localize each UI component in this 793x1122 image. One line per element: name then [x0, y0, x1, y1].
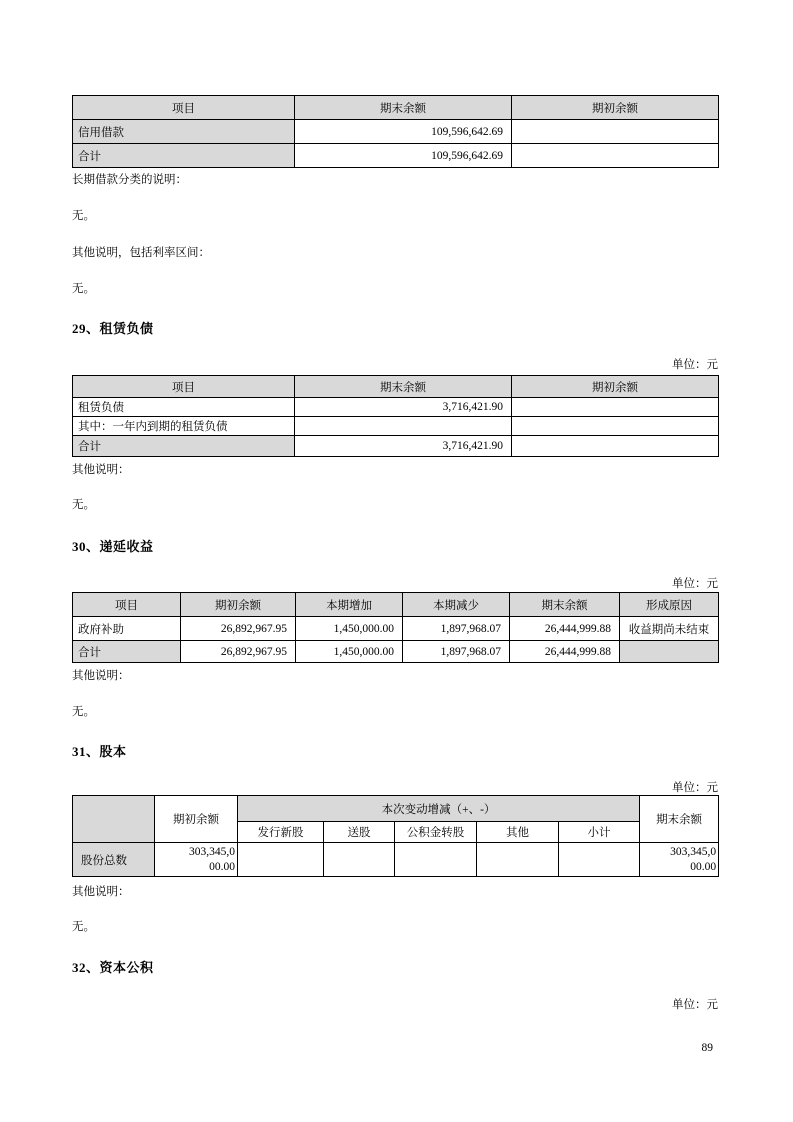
- note-other-interest-range: 其他说明，包括利率区间：: [72, 247, 210, 259]
- deferred-income-table-block: [72, 592, 718, 663]
- beginning-balance-value: 303,345,000.00: [189, 845, 235, 873]
- note-other: 其他说明：: [72, 886, 130, 898]
- section-31-title: 31、股本: [72, 744, 127, 759]
- table-header-row: [73, 376, 719, 398]
- group-header-changes: 本次变动增减（+、-）: [238, 796, 640, 822]
- cell-ending-balance: 26,444,999.88: [510, 617, 620, 641]
- cell-ending-balance: 109,596,642.69: [295, 144, 512, 168]
- note-none: 无。: [72, 283, 95, 295]
- cell-beginning-balance: [155, 843, 238, 877]
- table-row: [73, 843, 719, 877]
- col-header-beginning-balance: 期初余额: [155, 796, 238, 843]
- cell-ending-balance: 26,444,999.88: [510, 641, 620, 663]
- corner-cell: [73, 796, 155, 843]
- col-header-item: 项目: [73, 96, 295, 120]
- share-capital-table: [72, 795, 719, 877]
- cell-ending-balance: [295, 417, 512, 436]
- col-header-reserve-transfer: 公积金转股: [395, 822, 477, 843]
- unit-label: 单位：元: [672, 782, 718, 794]
- col-header-subtotal: 小计: [559, 822, 640, 843]
- cell-item: 合计: [73, 641, 181, 663]
- cell-item: 其中：一年内到期的租赁负债: [73, 417, 295, 436]
- note-none: 无。: [72, 499, 95, 511]
- note-other: 其他说明：: [72, 670, 130, 682]
- col-header-other: 其他: [477, 822, 559, 843]
- table-header-row: [73, 796, 719, 822]
- cell-ending-balance: 3,716,421.90: [295, 436, 512, 457]
- table-row-total: [73, 436, 719, 457]
- cell-increase: 1,450,000.00: [296, 641, 403, 663]
- cell-subtotal: [559, 843, 640, 877]
- share-capital-table-block: [72, 795, 718, 877]
- long-term-loan-table: [72, 95, 719, 168]
- cell-item: 股份总数: [73, 843, 155, 877]
- deferred-income-table: [72, 592, 719, 663]
- cell-beginning-balance: 26,892,967.95: [181, 617, 296, 641]
- table-row-total: [73, 641, 719, 663]
- col-header-beginning-balance: 期初余额: [512, 376, 719, 398]
- cell-beginning-balance: [512, 120, 719, 144]
- cell-item: 租赁负债: [73, 398, 295, 417]
- long-term-loan-table-block: [72, 95, 718, 168]
- note-none: 无。: [72, 210, 95, 222]
- cell-beginning-balance: [512, 398, 719, 417]
- table-header-row: [73, 96, 719, 120]
- note-other: 其他说明：: [72, 464, 130, 476]
- cell-beginning-balance: [512, 144, 719, 168]
- note-none: 无。: [72, 706, 95, 718]
- cell-beginning-balance: [512, 436, 719, 457]
- section-29-title: 29、租赁负债: [72, 321, 154, 336]
- cell-new-issue: [238, 843, 324, 877]
- table-header-row: [73, 593, 719, 617]
- col-header-new-issue: 发行新股: [238, 822, 324, 843]
- unit-label: 单位：元: [672, 578, 718, 590]
- col-header-ending-balance: 期末余额: [510, 593, 620, 617]
- cell-decrease: 1,897,968.07: [403, 641, 510, 663]
- cell-reserve-transfer: [395, 843, 477, 877]
- col-header-bonus-issue: 送股: [324, 822, 395, 843]
- unit-label: 单位：元: [672, 359, 718, 371]
- note-loan-classification: 长期借款分类的说明：: [72, 174, 187, 186]
- cell-beginning-balance: 26,892,967.95: [181, 641, 296, 663]
- cell-item: 信用借款: [73, 120, 295, 144]
- section-30-title: 30、递延收益: [72, 539, 154, 554]
- lease-liability-table: [72, 375, 719, 457]
- col-header-ending-balance: 期末余额: [295, 96, 512, 120]
- col-header-reason: 形成原因: [620, 593, 719, 617]
- table-row: [73, 617, 719, 641]
- col-header-increase: 本期增加: [296, 593, 403, 617]
- col-header-ending-balance: 期末余额: [295, 376, 512, 398]
- col-header-item: 项目: [73, 376, 295, 398]
- cell-item: 政府补助: [73, 617, 181, 641]
- table-row: [73, 398, 719, 417]
- col-header-item: 项目: [73, 593, 181, 617]
- page-number: 89: [701, 1042, 713, 1054]
- col-header-ending-balance: 期末余额: [640, 796, 719, 843]
- section-32-title: 32、资本公积: [72, 960, 154, 975]
- lease-liability-table-block: [72, 375, 718, 457]
- cell-decrease: 1,897,968.07: [403, 617, 510, 641]
- col-header-decrease: 本期减少: [403, 593, 510, 617]
- cell-ending-balance: [640, 843, 719, 877]
- cell-item: 合计: [73, 144, 295, 168]
- col-header-beginning-balance: 期初余额: [512, 96, 719, 120]
- cell-other: [477, 843, 559, 877]
- note-none: 无。: [72, 921, 95, 933]
- ending-balance-value: 303,345,000.00: [670, 845, 717, 873]
- cell-item: 合计: [73, 436, 295, 457]
- cell-bonus-issue: [324, 843, 395, 877]
- cell-reason: 收益期尚未结束: [620, 617, 719, 641]
- cell-ending-balance: 3,716,421.90: [295, 398, 512, 417]
- table-row: [73, 120, 719, 144]
- cell-increase: 1,450,000.00: [296, 617, 403, 641]
- col-header-beginning-balance: 期初余额: [181, 593, 296, 617]
- cell-beginning-balance: [512, 417, 719, 436]
- table-row-total: [73, 144, 719, 168]
- cell-reason: [620, 641, 719, 663]
- unit-label: 单位：元: [672, 999, 718, 1011]
- cell-ending-balance: 109,596,642.69: [295, 120, 512, 144]
- table-row: [73, 417, 719, 436]
